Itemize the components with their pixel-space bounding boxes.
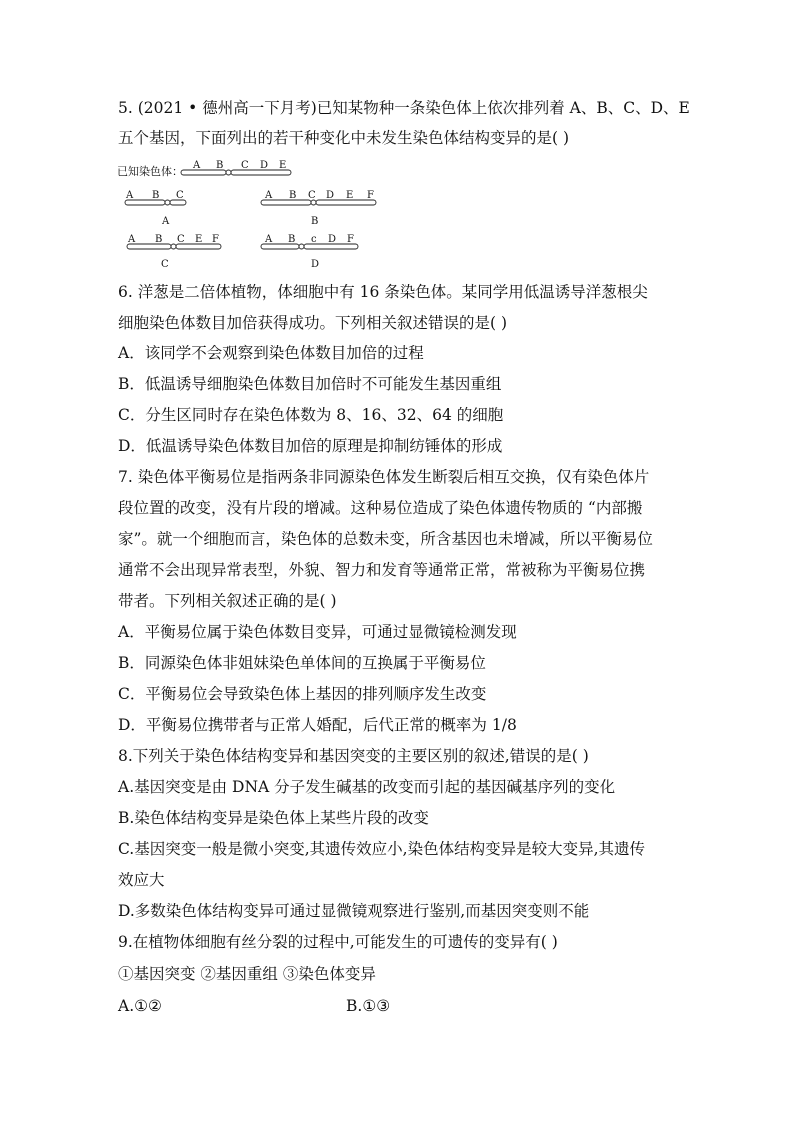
q7-option-a: A．平衡易位属于染色体数目变异，可通过显微镜检测发现 xyxy=(118,623,517,641)
q8-option-b: B.染色体结构变异是染色体上某些片段的改变 xyxy=(118,809,429,827)
known-gene-label: A xyxy=(193,160,201,171)
q6-option-d: D．低温诱导染色体数目加倍的原理是抑制纺锤体的形成 xyxy=(118,437,503,455)
gene-label: A xyxy=(128,234,136,245)
q6-option-c: C．分生区同时存在染色体数为 8、16、32、64 的细胞 xyxy=(118,406,504,424)
q6-stem-line2: 细胞染色体数目加倍获得成功。下列相关叙述错误的是( ) xyxy=(118,314,508,332)
gene-label: C xyxy=(177,234,185,245)
known-chromosome-label: 已知染色体： xyxy=(117,165,183,178)
q6-stem-line1: 6. 洋葱是二倍体植物，体细胞中有 16 条染色体。某同学用低温诱导洋葱根尖 xyxy=(118,283,648,301)
known-gene-label: E xyxy=(279,160,287,171)
gene-label: c xyxy=(311,234,317,245)
q7-option-b: B．同源染色体非姐妹染色单体间的互换属于平衡易位 xyxy=(118,654,486,672)
option-c-chromosome xyxy=(127,244,221,249)
gene-label: A xyxy=(265,234,273,245)
gene-label: E xyxy=(346,190,354,201)
q9-items: ①基因突变 ②基因重组 ③染色体变异 xyxy=(118,965,376,983)
option-d-caption: D xyxy=(311,259,320,270)
q7-stem-line: 7. 染色体平衡易位是指两条非同源染色体发生断裂后相互交换，仅有染色体片 xyxy=(118,468,650,486)
q7-option-c: C．平衡易位会导致染色体上基因的排列顺序发生改变 xyxy=(118,685,487,703)
gene-label: C xyxy=(308,190,316,201)
known-gene-label: C xyxy=(241,160,249,171)
q7-stem-line: 段位置的改变，没有片段的增减。这种易位造成了染色体遗传物质的 “内部搬 xyxy=(118,499,643,517)
q9-stem: 9.在植物体细胞有丝分裂的过程中,可能发生的可遗传的变异有( ) xyxy=(118,933,558,951)
gene-label: F xyxy=(212,234,219,245)
q8-option-c-cont: 效应大 xyxy=(118,871,165,889)
gene-label: E xyxy=(195,234,203,245)
q5-stem-line2: 五个基因，下面列出的若干种变化中未发生染色体结构变异的是( ) xyxy=(118,129,570,147)
option-b-caption: B xyxy=(311,216,319,227)
q6-option-b: B．低温诱导细胞染色体数目加倍时不可能发生基因重组 xyxy=(118,375,502,393)
gene-label: A xyxy=(126,190,134,201)
gene-label: F xyxy=(347,234,354,245)
gene-label: B xyxy=(152,190,160,201)
gene-label: A xyxy=(265,190,273,201)
option-a-caption: A xyxy=(162,216,170,227)
option-d-chromosome xyxy=(261,244,358,249)
gene-label: F xyxy=(367,190,374,201)
q7-stem-line: 家”。就一个细胞而言，染色体的总数未变，所含基因也未增减，所以平衡易位 xyxy=(118,530,653,548)
gene-label: B xyxy=(289,190,297,201)
known-gene-label: D xyxy=(260,160,269,171)
gene-label: B xyxy=(288,234,296,245)
q9-option-b: B.①③ xyxy=(346,997,391,1015)
chromosome-figure xyxy=(115,158,415,273)
q5-stem-line1: 5. (2021 • 德州高一下月考)已知某物种一条染色体上依次排列着 A、B、C、D、E xyxy=(118,99,690,117)
q9-option-a: A.①② xyxy=(118,997,162,1015)
q7-stem-line: 带者。下列相关叙述正确的是( ) xyxy=(118,592,337,610)
q8-stem: 8.下列关于染色体结构变异和基因突变的主要区别的叙述,错误的是( ) xyxy=(118,747,589,765)
q8-option-d: D.多数染色体结构变异可通过显微镜观察进行鉴别,而基因突变则不能 xyxy=(118,902,590,920)
known-gene-label: B xyxy=(216,160,224,171)
q6-option-a: A．该同学不会观察到染色体数目加倍的过程 xyxy=(118,344,424,362)
q7-option-d: D．平衡易位携带者与正常人婚配，后代正常的概率为 1/8 xyxy=(118,716,517,734)
gene-label: C xyxy=(176,190,184,201)
q8-option-a: A.基因突变是由 DNA 分子发生碱基的改变而引起的基因碱基序列的变化 xyxy=(118,778,616,796)
q7-stem-line: 通常不会出现异常表型，外貌、智力和发育等通常正常，常被称为平衡易位携 xyxy=(118,561,646,579)
gene-label: B xyxy=(155,234,163,245)
option-c-caption: C xyxy=(161,259,169,270)
option-b-chromosome xyxy=(261,200,376,205)
gene-label: D xyxy=(326,190,335,201)
gene-label: D xyxy=(328,234,337,245)
q8-option-c: C.基因突变一般是微小突变,其遗传效应小,染色体结构变异是较大变异,其遗传 xyxy=(118,840,646,858)
